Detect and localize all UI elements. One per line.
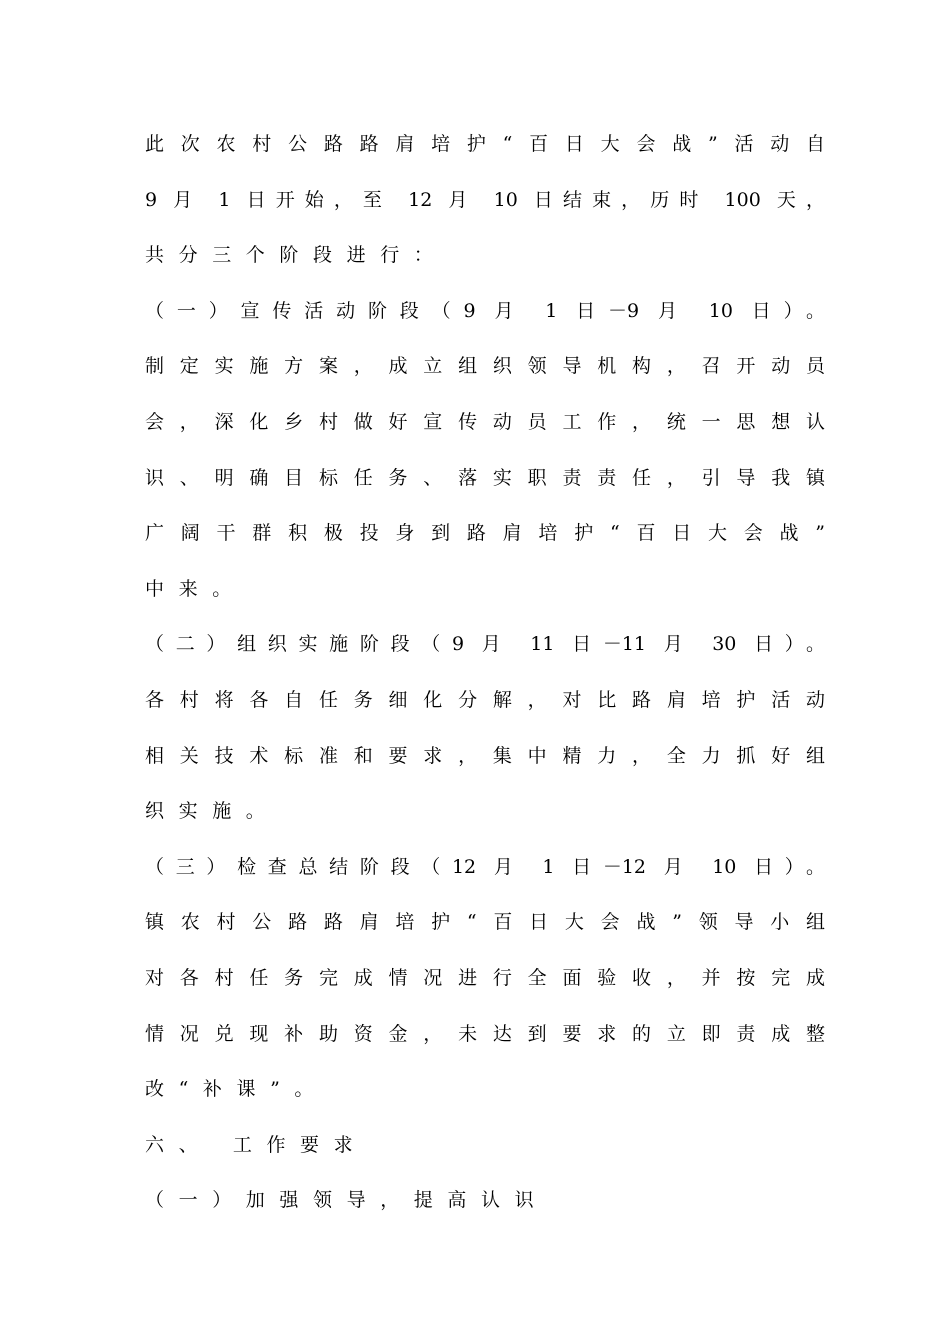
section-heading: （三）检查总结阶段（12 月 1 日－12 月 10 日）。 [145, 856, 825, 878]
paragraph-line: 镇农村公路路肩培护“百日大会战”领导小组 [145, 911, 825, 933]
paragraph-line: 9 月 1 日开始，至 12 月 10 日结束，历时 100 天， [145, 189, 825, 211]
paragraph-line: 各村将各自任务细化分解，对比路肩培护活动 [145, 689, 825, 711]
paragraph-line: 织实施。 [145, 800, 280, 822]
subsection-title: （一）加强领导，提高认识 [145, 1189, 549, 1211]
paragraph-line: 改“补课”。 [145, 1078, 329, 1100]
paragraph-line: 中来。 [145, 578, 246, 600]
paragraph-line: 共分三个阶段进行： [145, 244, 448, 266]
section-heading: （一）宣传活动阶段（9 月 1 日－9 月 10 日）。 [145, 300, 825, 322]
paragraph-line: 识、明确目标任务、落实职责责任，引导我镇 [145, 467, 825, 489]
paragraph-line: 制定实施方案，成立组织领导机构，召开动员 [145, 355, 825, 377]
section-heading: （二）组织实施阶段（9 月 11 日－11 月 30 日）。 [145, 633, 825, 655]
paragraph-line: 相关技术标准和要求，集中精力，全力抓好组 [145, 745, 825, 767]
paragraph-line: 会，深化乡村做好宣传动员工作，统一思想认 [145, 411, 825, 433]
section-title: 六、 工作要求 [145, 1134, 368, 1156]
paragraph-line: 此次农村公路路肩培护“百日大会战”活动自 [145, 133, 825, 155]
paragraph-line: 广阔干群积极投身到路肩培护“百日大会战” [145, 522, 825, 544]
paragraph-line: 情况兑现补助资金，未达到要求的立即责成整 [145, 1023, 825, 1045]
paragraph-line: 对各村任务完成情况进行全面验收，并按完成 [145, 967, 825, 989]
